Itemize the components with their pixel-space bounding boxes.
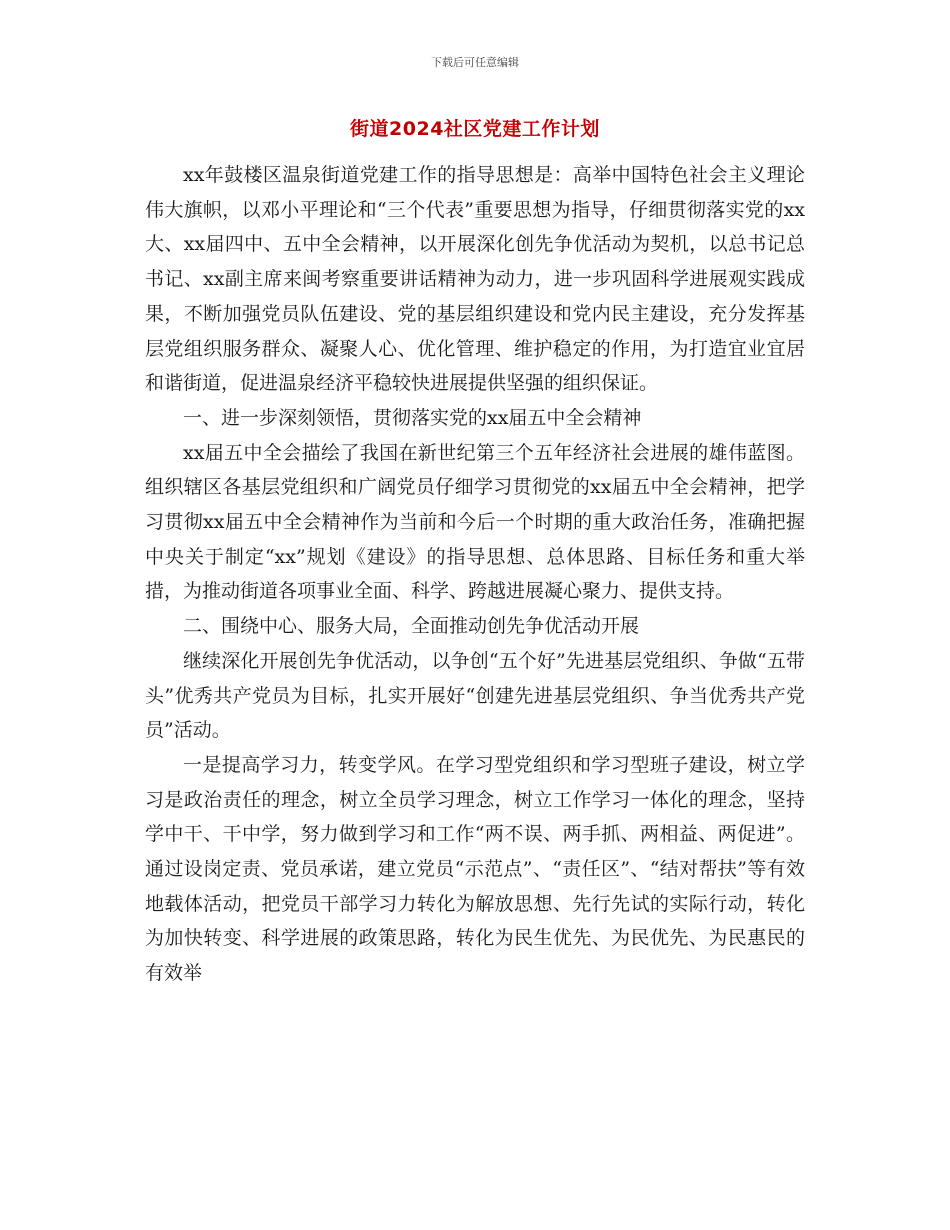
paragraph-point-1: 一是提高学习力，转变学风。在学习型党组织和学习型班子建设，树立学习是政治责任的理念，树立全员学习理念，树立工作学习一体化的理念，坚持学中干、干中学，努力做到学习和工作“两不误、两手抓、两相益、两促进”。通过设岗定责、党员承诺，建立党员“示范点”、“责任区”、“结对帮扶”等有效地载体活动，把党员干部学习力转化为解放思想、先行先试的实际行动，转化为加快转变、科学进展的政策思路，转化为民生优先、为民优先、为民惠民的有效举 (145, 753, 805, 985)
paragraph-intro: xx年鼓楼区温泉街道党建工作的指导思想是：高举中国特色社会主义理论伟大旗帜，以邓小平理论和“三个代表”重要思想为指导，仔细贯彻落实党的xx大、xx届四中、五中全会精神，以开展深化创先争优活动为契机，以总书记总书记、xx副主席来闽考察重要讲话精神为动力，进一步巩固科学进展观实践成果，不断加强党员队伍建设、党的基层组织建设和党内民主建设，充分发挥基层党组织服务群众、凝聚人心、优化管理、维护稳定的作用，为打造宜业宜居和谐街道，促进温泉经济平稳较快进展提供坚强的组织保证。 (145, 164, 805, 395)
header-note: 下载后可任意编辑 (431, 56, 519, 69)
section-heading-1: 一、进一步深刻领悟，贯彻落实党的xx届五中全会精神 (183, 406, 642, 429)
paragraph-section-2: 继续深化开展创先争优活动，以争创“五个好”先进基层党组织、争做“五带头”优秀共产党员为目标，扎实开展好“创建先进基层党组织、争当优秀共产党员”活动。 (145, 649, 805, 742)
paragraph-section-1: xx届五中全会描绘了我国在新世纪第三个五年经济社会进展的雄伟蓝图。组织辖区各基层党组织和广阔党员仔细学习贯彻党的xx届五中全会精神，把学习贯彻xx届五中全会精神作为当前和今后一个时期的重大政治任务，准确把握中央关于制定“xx”规划《建设》的指导思想、总体思路、目标任务和重大举措，为推动街道各项事业全面、科学、跨越进展凝心聚力、提供支持。 (145, 441, 805, 603)
document-title: 街道2024社区党建工作计划 (350, 118, 600, 140)
section-heading-2: 二、围绕中心、服务大局，全面推动创先争优活动开展 (183, 615, 640, 638)
document-body (145, 158, 805, 991)
